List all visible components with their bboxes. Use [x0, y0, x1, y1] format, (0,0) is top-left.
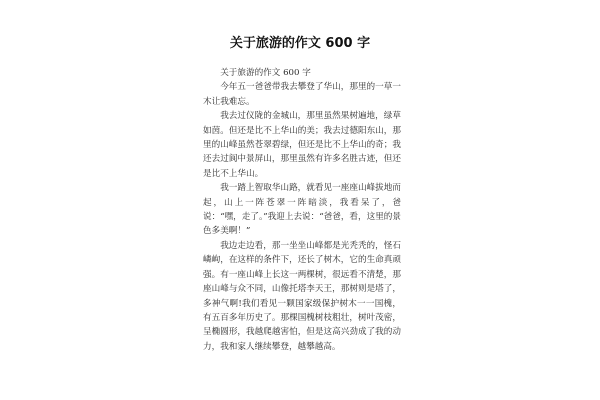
paragraph-comparison: 我去过仪陇的金城山，那里虽然果树遍地，绿草如茵。但还是比不上华山的美；我去过德阳东山，那里的山峰虽然苍翠碧绿，但还是比不上华山的奇；我还去过阆中景屏山，那里虽然有许多名胜古迹，但还是比不上华山。 — [203, 111, 401, 179]
document-body — [203, 66, 401, 354]
paragraph-intro: 今年五一爸爸带我去攀登了华山，那里的一草一木让我难忘。 — [203, 82, 401, 107]
document-title: 关于旅游的作文 600 字 — [229, 36, 371, 51]
paragraph-heading: 关于旅游的作文 600 字 — [220, 68, 311, 78]
paragraph-ascent: 我一踏上智取华山路，就看见一座座山峰拔地而起，山上一阵苍翠一阵暗淡，我看呆了，爸说：“嘿，走了。”我迎上去说：“爸爸，看，这里的景色多美啊！” — [203, 183, 401, 237]
paragraph-scenery: 我边走边看，那一坐坐山峰都是光秃秃的，怪石嶙峋，在这样的条件下，还长了树木，它的生命真顽强。有一座山峰上长这一两棵树，很远看不清楚，那座山峰与众不同，山像托塔李天王，那树则是塔了，多神气啊!我们看见一颗国家级保护树木一一国槐，有五百多年历史了。那棵国槐树枝粗壮，树叶茂密，呈椭圆形，我越爬越害怕，但是这高兴劲成了我的动力，我和家人继续攀登，越攀越高。 — [203, 240, 401, 352]
